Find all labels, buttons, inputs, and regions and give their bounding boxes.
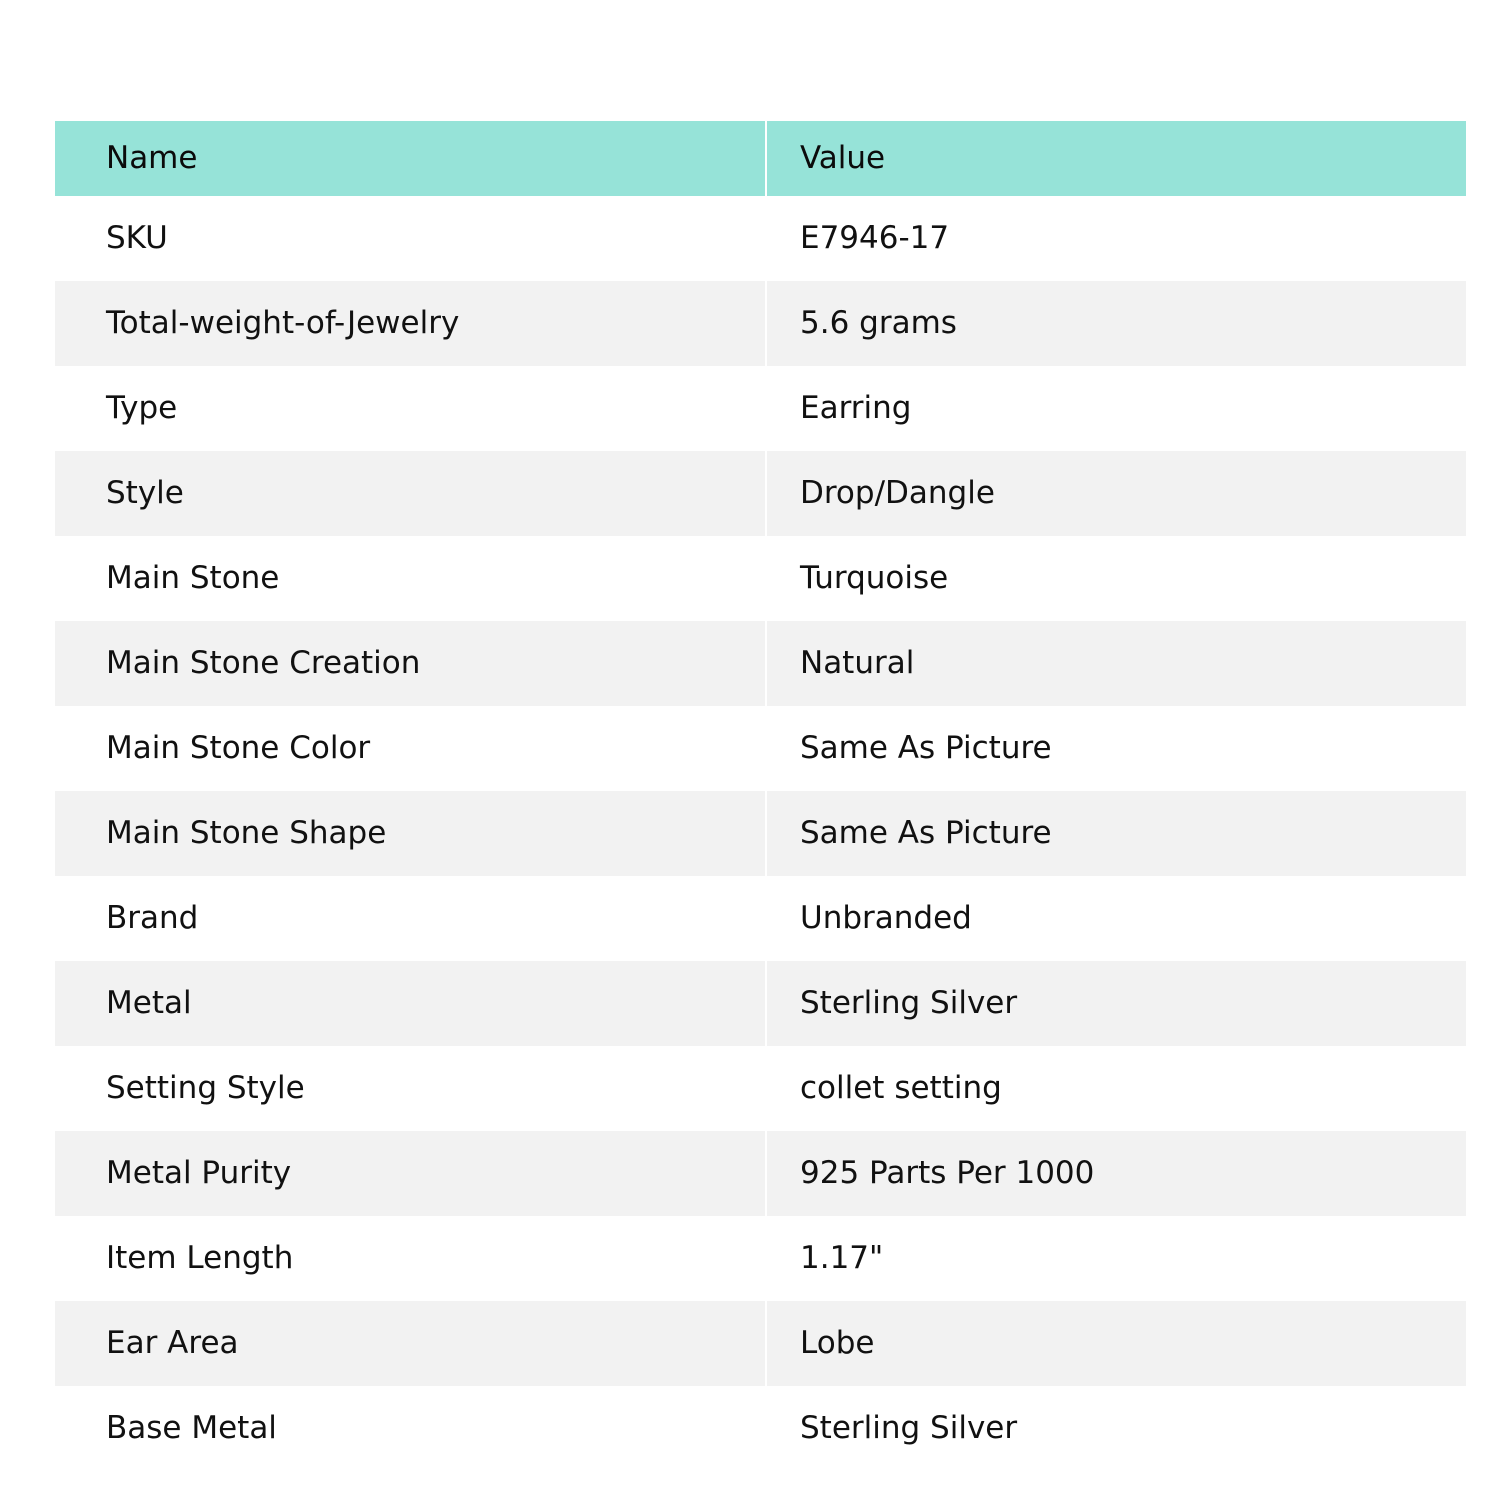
table-row	[55, 451, 1466, 536]
attribute-value: Earring	[766, 366, 1466, 451]
table-body	[55, 196, 1466, 1471]
attribute-name: Ear Area	[55, 1301, 766, 1386]
specifications-table	[55, 121, 1466, 1471]
attribute-name: Main Stone Color	[55, 706, 766, 791]
attribute-value: 925 Parts Per 1000	[766, 1131, 1466, 1216]
table-row	[55, 876, 1466, 961]
attribute-value: Same As Picture	[766, 706, 1466, 791]
attribute-name: Main Stone Shape	[55, 791, 766, 876]
attribute-name: Main Stone	[55, 536, 766, 621]
attribute-value: Same As Picture	[766, 791, 1466, 876]
attribute-name: Total-weight-of-Jewelry	[55, 281, 766, 366]
attribute-value: Natural	[766, 621, 1466, 706]
header-row	[55, 121, 1466, 196]
table-row	[55, 961, 1466, 1046]
table-row	[55, 196, 1466, 281]
table-row	[55, 1301, 1466, 1386]
table-row	[55, 791, 1466, 876]
attribute-value: 5.6 grams	[766, 281, 1466, 366]
attribute-value: Unbranded	[766, 876, 1466, 961]
table-row	[55, 1131, 1466, 1216]
attribute-value: Turquoise	[766, 536, 1466, 621]
attribute-name: Type	[55, 366, 766, 451]
table-row	[55, 1046, 1466, 1131]
attribute-name: Metal	[55, 961, 766, 1046]
attribute-name: Setting Style	[55, 1046, 766, 1131]
attribute-name: Item Length	[55, 1216, 766, 1301]
attribute-value: Sterling Silver	[766, 1386, 1466, 1471]
table-row	[55, 706, 1466, 791]
table-row	[55, 366, 1466, 451]
attribute-value: Drop/Dangle	[766, 451, 1466, 536]
attribute-value: E7946-17	[766, 196, 1466, 281]
attribute-name: Metal Purity	[55, 1131, 766, 1216]
table-header	[55, 121, 1466, 196]
attribute-value: collet setting	[766, 1046, 1466, 1131]
attribute-name: Base Metal	[55, 1386, 766, 1471]
attribute-name: SKU	[55, 196, 766, 281]
table-row	[55, 1216, 1466, 1301]
attribute-value: Lobe	[766, 1301, 1466, 1386]
table-row	[55, 1386, 1466, 1471]
attribute-name: Brand	[55, 876, 766, 961]
attribute-value: 1.17"	[766, 1216, 1466, 1301]
attribute-value: Sterling Silver	[766, 961, 1466, 1046]
column-header-value: Value	[766, 121, 1466, 196]
table-row	[55, 536, 1466, 621]
column-header-name: Name	[55, 121, 766, 196]
attribute-name: Style	[55, 451, 766, 536]
table-row	[55, 621, 1466, 706]
table-row	[55, 281, 1466, 366]
attribute-name: Main Stone Creation	[55, 621, 766, 706]
